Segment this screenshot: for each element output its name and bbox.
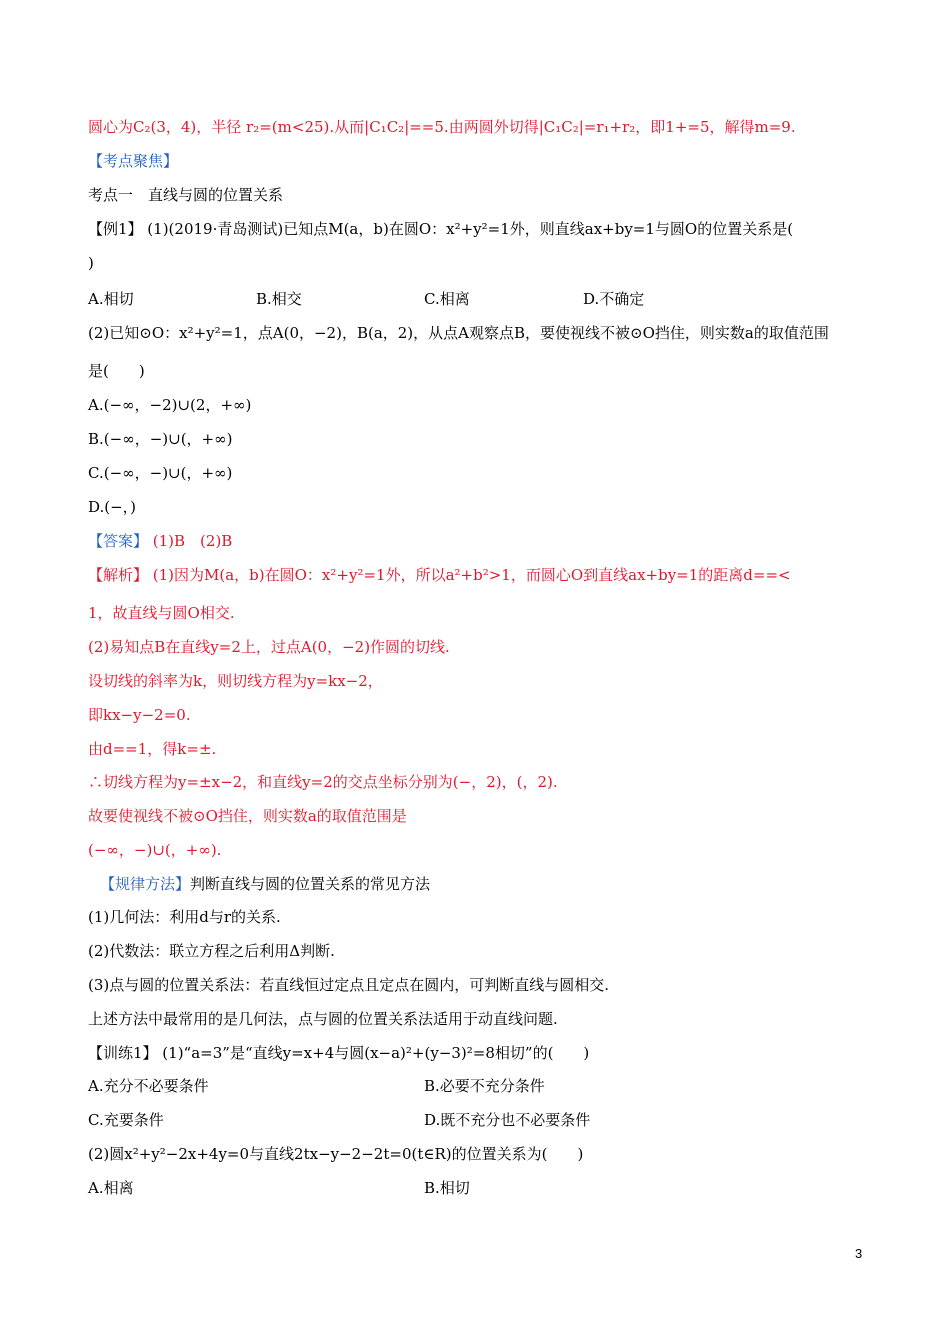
option-d: D.既不充分也不必要条件 <box>424 1111 591 1129</box>
option-b: B.必要不充分条件 <box>424 1077 545 1095</box>
page-number: 3 <box>855 1246 863 1261</box>
prev-solution-line: 圆心为C₂(3，4)，半径 r₂=(m<25).从而|C₁C₂|==5.由两圆外切得|C₁C₂|=r₁+r₂，即1+=5，解得m=9. <box>88 118 796 136</box>
analysis-line-7: ∴切线方程为y=±x−2，和直线y=2的交点坐标分别为(−，2)，(，2). <box>88 773 558 791</box>
analysis-text: (1)因为M(a，b)在圆O：x²+y²=1外，所以a²+b²>1，而圆心O到直线ax+by=1的距离d==< <box>148 566 791 584</box>
analysis-line-9: (−∞，−)∪(，+∞). <box>88 841 222 859</box>
option-c: C.相离 <box>424 290 470 308</box>
q2-option-b: B.(−∞，−)∪(，+∞) <box>88 430 233 448</box>
option-a: A.相切 <box>88 290 134 308</box>
analysis-line-8: 故要使视线不被⊙O挡住，则实数a的取值范围是 <box>88 807 407 825</box>
option-a: A.相离 <box>88 1179 134 1197</box>
analysis-line-5: 即kx−y−2=0. <box>88 706 191 724</box>
training1-question-2: (2)圆x²+y²−2x+4y=0与直线2tx−y−2−2t=0(t∈R)的位置关系为( ) <box>88 1145 584 1163</box>
q2-option-a: A.(−∞，−2)∪(2，+∞) <box>88 396 252 414</box>
method-summary: 上述方法中最常用的是几何法，点与圆的位置关系法适用于动直线问题. <box>88 1010 558 1028</box>
analysis-line-3: (2)易知点B在直线y=2上，过点A(0，−2)作圆的切线. <box>88 638 450 656</box>
analysis-line-4: 设切线的斜率为k，则切线方程为y=kx−2， <box>88 672 383 690</box>
answer-tag: 【答案】 <box>88 532 149 550</box>
option-b: B.相切 <box>424 1179 470 1197</box>
method-item-2: (2)代数法：联立方程之后利用Δ判断. <box>88 942 335 960</box>
section-heading-kaodian: 【考点聚焦】 <box>88 152 179 170</box>
method-heading <box>100 874 890 894</box>
option-c: C.充要条件 <box>88 1111 164 1129</box>
example1-question-2: (2)已知⊙O：x²+y²=1，点A(0，−2)，B(a，2)，从点A观察点B，要使视线不被⊙O挡住，则实数a的取值范围 <box>88 324 829 342</box>
q2-option-c: C.(−∞，−)∪(，+∞) <box>88 464 233 482</box>
example1-question-2-cont: 是( ) <box>88 362 145 380</box>
method-tag: 【规律方法】 <box>100 875 191 893</box>
answer-text: (1)B (2)B <box>148 532 233 550</box>
training1-question-1: 【训练1】 (1)“a=3”是“直线y=x+4与圆(x−a)²+(y−3)²=8相切”的( ) <box>88 1044 590 1062</box>
analysis-line-6: 由d==1，得k=±. <box>88 740 217 758</box>
method-item-1: (1)几何法：利用d与r的关系. <box>88 908 281 926</box>
answer-line <box>88 531 878 551</box>
option-d: D.不确定 <box>583 290 645 308</box>
method-title: 判断直线与圆的位置关系的常见方法 <box>190 875 431 893</box>
option-b: B.相交 <box>256 290 302 308</box>
q2-option-d: D.(−，) <box>88 498 137 516</box>
topic-heading: 考点一 直线与圆的位置关系 <box>88 186 284 204</box>
option-a: A.充分不必要条件 <box>88 1077 209 1095</box>
analysis-line <box>88 565 878 585</box>
analysis-line-2: 1，故直线与圆O相交. <box>88 604 235 622</box>
example1-question-1-cont: ) <box>88 254 94 272</box>
method-item-3: (3)点与圆的位置关系法：若直线恒过定点且定点在圆内，可判断直线与圆相交. <box>88 976 610 994</box>
example1-question-1: 【例1】 (1)(2019·青岛测试)已知点M(a，b)在圆O：x²+y²=1外，则直线ax+by=1与圆O的位置关系是( <box>88 220 794 238</box>
analysis-tag: 【解析】 <box>88 566 149 584</box>
